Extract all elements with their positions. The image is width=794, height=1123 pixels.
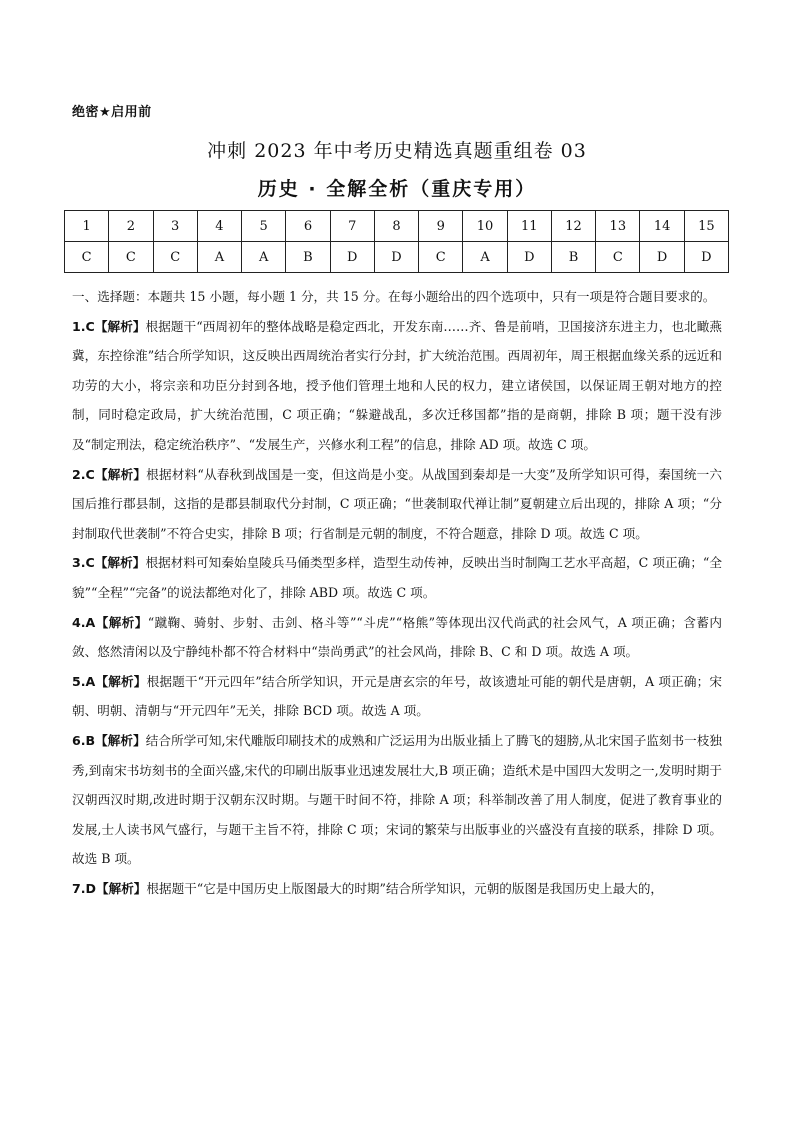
question-number: 10 [463, 211, 507, 242]
explanation-item [72, 874, 722, 904]
question-number: 13 [596, 211, 640, 242]
page-subtitle: 历史 · 全解全析（重庆专用） [257, 178, 537, 200]
explanation-prefix: 6.B【解析】 [72, 732, 146, 748]
explanation-prefix: 1.C【解析】 [72, 318, 146, 334]
answer-table [64, 210, 729, 273]
answer-cell: A [242, 242, 286, 273]
explanation-item [72, 608, 722, 667]
explanation-prefix: 4.A【解析】 [72, 614, 148, 630]
question-number: 1 [65, 211, 109, 242]
question-number: 11 [507, 211, 551, 242]
explanation-prefix: 7.D【解析】 [72, 880, 147, 896]
explanation-text: 结合所学可知,宋代雕版印刷技术的成熟和广泛运用为出版业插上了腾飞的翅膀,从北宋国子监刻书一枝独秀,到南宋书坊刻书的全面兴盛,宋代的印刷出版事业迅速发展壮大,B 项正确；造纸术是中国四大发明之一,发明时期于汉朝西汉时期,改进时期于汉朝东汉时期。与题干时间不符，排除 A 项；科举制改善了用人制度，促进了教育事业的发展,士人读书风气盛行，与题干主旨不符，排除 C 项；宋词的繁荣与出版事业的兴盛没有直接的联系，排除 D 项。故选 B 项。 [72, 732, 722, 867]
answer-cell: B [551, 242, 595, 273]
explanation-item [72, 726, 722, 874]
answer-table-number-row [65, 211, 729, 242]
explanation-prefix: 2.C【解析】 [72, 466, 147, 482]
explanation-item [72, 460, 722, 549]
page-title: 冲刺 2023 年中考历史精选真题重组卷 03 [207, 140, 587, 162]
section-intro: 一、选择题：本题共 15 小题，每小题 1 分，共 15 分。在每小题给出的四个选项中，只有一项是符合题目要求的。 [72, 289, 716, 304]
explanation-text: “蹴鞠、骑射、步射、击剑、格斗等”“斗虎”“格熊”等体现出汉代尚武的社会风气，A 项正确；含蓄内敛、悠然清闲以及宁静纯朴都不符合材料中“崇尚勇武”的社会风尚，排除 B、C 和 D 项。故选 A 项。 [72, 614, 722, 660]
question-number: 2 [109, 211, 153, 242]
answer-cell: C [65, 242, 109, 273]
answer-cell: C [596, 242, 640, 273]
explanation-prefix: 3.C【解析】 [72, 555, 146, 571]
answer-cell: A [463, 242, 507, 273]
question-number: 12 [551, 211, 595, 242]
answer-cell: C [153, 242, 197, 273]
answer-cell: D [684, 242, 728, 273]
explanations-body [72, 282, 722, 903]
answer-cell: D [374, 242, 418, 273]
answer-cell: A [197, 242, 241, 273]
explanation-text: 根据题干“西周初年的整体战略是稳定西北，开发东南……齐、鲁是前哨，卫国接济东进主力，也北瞰燕冀，东控徐淮”结合所学知识，这反映出西周统治者实行分封，扩大统治范围。西周初年，周王根据血缘关系的远近和功劳的大小，将宗亲和功臣分封到各地，授予他们管理土地和人民的权力，建立诸侯国，以保证周王朝对地方的控制，同时稳定政局，扩大统治范围，C 项正确；“躲避战乱，多次迁移国都”指的是商朝，排除 B 项；题干没有涉及“制定刑法，稳定统治秩序”、“发展生产，兴修水利工程”的信息，排除 AD 项。故选 C 项。 [72, 318, 722, 452]
question-number: 9 [419, 211, 463, 242]
explanation-item [72, 548, 722, 607]
explanation-text: 根据材料“从春秋到战国是一变，但这尚是小变。从战国到秦却是一大变”及所学知识可得，秦国统一六国后推行郡县制，这指的是郡县制取代分封制，C 项正确；“世袭制取代禅让制”夏朝建立后出现的，排除 A 项；“分封制取代世袭制”不符合史实，排除 B 项；行省制是元朝的制度，不符合题意，排除 D 项。故选 C 项。 [72, 466, 722, 541]
explanation-text: 根据材料可知秦始皇陵兵马俑类型多样，造型生动传神，反映出当时制陶工艺水平高超，C 项正确；“全貌”“全程”“完备”的说法都绝对化了，排除 ABD 项。故选 C 项。 [72, 555, 722, 600]
answer-cell: C [419, 242, 463, 273]
explanation-text: 根据题干“它是中国历史上版图最大的时期”结合所学知识，元朝的版图是我国历史上最大的， [146, 880, 664, 896]
question-number: 6 [286, 211, 330, 242]
answer-cell: C [109, 242, 153, 273]
explanation-item [72, 312, 722, 460]
question-number: 15 [684, 211, 728, 242]
explanation-prefix: 5.A【解析】 [72, 673, 147, 689]
question-number: 8 [374, 211, 418, 242]
answer-cell: D [507, 242, 551, 273]
answer-cell: D [640, 242, 684, 273]
question-number: 3 [153, 211, 197, 242]
question-number: 5 [242, 211, 286, 242]
answer-table-answer-row [65, 242, 729, 273]
question-number: 4 [197, 211, 241, 242]
secret-label: 绝密★启用前 [72, 105, 152, 120]
question-number: 14 [640, 211, 684, 242]
answer-cell: D [330, 242, 374, 273]
explanation-text: 根据题干“开元四年”结合所学知识，开元是唐玄宗的年号，故该遗址可能的朝代是唐朝，A 项正确；宋朝、明朝、清朝与“开元四年”无关，排除 BCD 项。故选 A 项。 [72, 673, 722, 719]
answer-cell: B [286, 242, 330, 273]
explanation-item [72, 667, 722, 726]
question-number: 7 [330, 211, 374, 242]
